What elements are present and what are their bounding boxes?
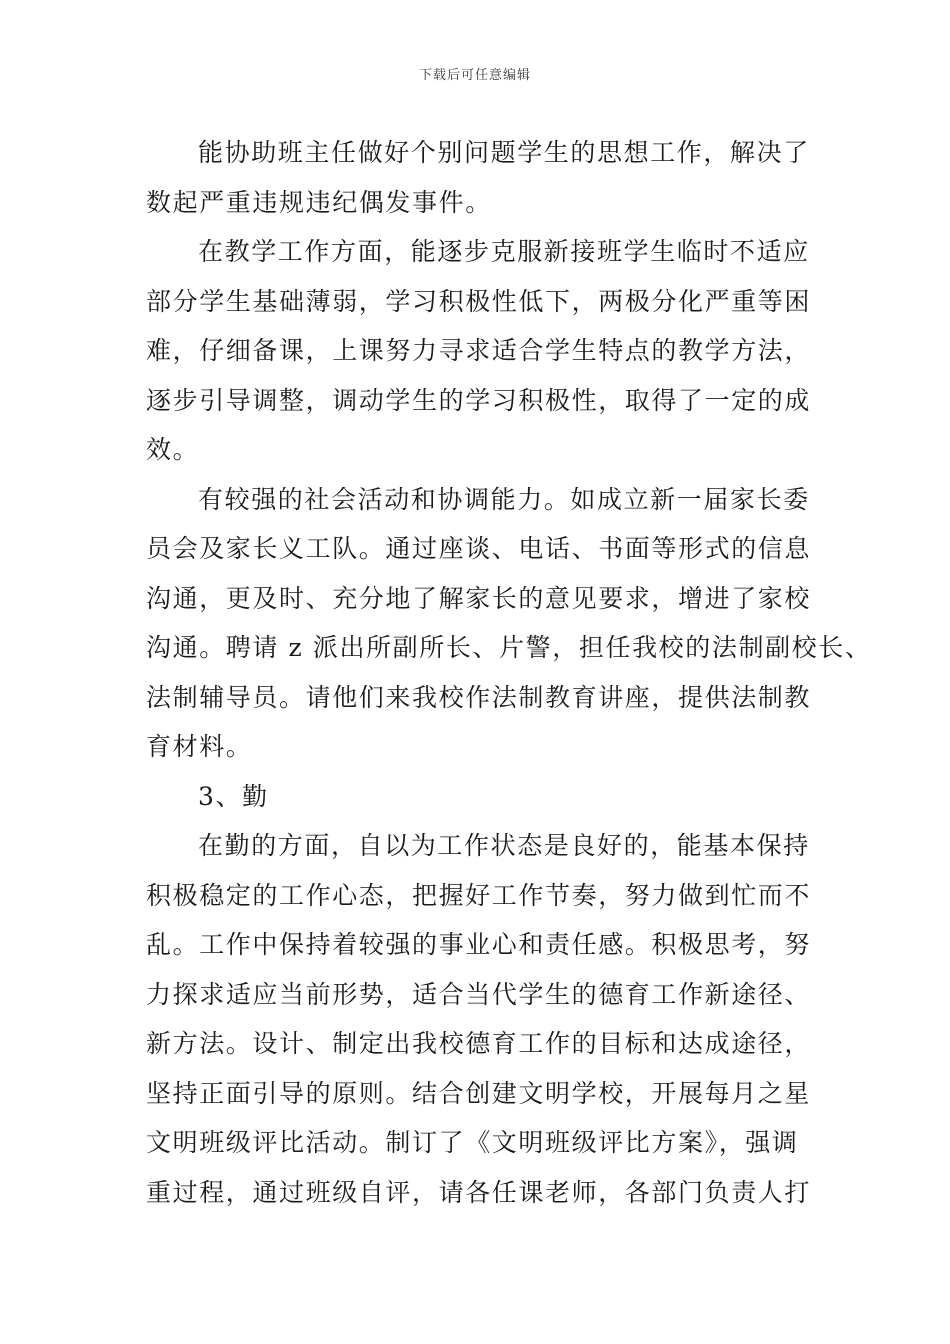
text-line: 重过程，通过班级自评，请各任课老师，各部门负责人打 (146, 1177, 812, 1207)
text-line: 效。 (146, 435, 200, 464)
text-line: 力探求适应当前形势，适合当代学生的德育工作新途径、 (146, 979, 812, 1009)
text-line: 数起严重违规违纪偶发事件。 (146, 187, 492, 217)
text-line: 沟通，更及时、充分地了解家长的意见要求，增进了家校 (146, 583, 812, 613)
text-line: 在勤的方面，自以为工作状态是良好的，能基本保持 (198, 831, 810, 860)
text-line: 逐步引导调整，调动学生的学习积极性，取得了一定的成 (146, 385, 812, 415)
text-line: 积极稳定的工作心态，把握好工作节奏，努力做到忙而不 (146, 880, 812, 910)
text-line: 文明班级评比活动。制订了《文明班级评比方案》，强调 (146, 1128, 799, 1157)
section-heading: 3、勤 (198, 781, 269, 811)
text-line: 在教学工作方面，能逐步克服新接班学生临时不适应 (198, 237, 810, 266)
page-header: 下载后可任意编辑 (418, 68, 531, 83)
text-line: 法制辅导员。请他们来我校作法制教育讲座，提供法制教 (146, 682, 812, 712)
text-line: 员会及家长义工队。通过座谈、电话、书面等形式的信息 (146, 534, 812, 563)
text-line: 能协助班主任做好个别问题学生的思想工作，解决了 (198, 138, 810, 167)
text-line: 新方法。设计、制定出我校德育工作的目标和达成途径， (146, 1029, 812, 1058)
text-line: 坚持正面引导的原则。结合创建文明学校，开展每月之星 (146, 1078, 812, 1108)
body-text (146, 128, 872, 1217)
text-line: 有较强的社会活动和协调能力。如成立新一届家长委 (198, 484, 810, 514)
text-line: 沟通。聘请 z 派出所副所长、片警，担任我校的法制副校长、 (146, 633, 872, 662)
text-line: 部分学生基础薄弱，学习积极性低下，两极分化严重等困 (146, 286, 812, 316)
text-line: 难，仔细备课，上课努力寻求适合学生特点的教学方法， (146, 336, 812, 365)
text-line: 育材料。 (146, 732, 253, 761)
text-line: 乱。工作中保持着较强的事业心和责任感。积极思考，努 (146, 930, 812, 959)
